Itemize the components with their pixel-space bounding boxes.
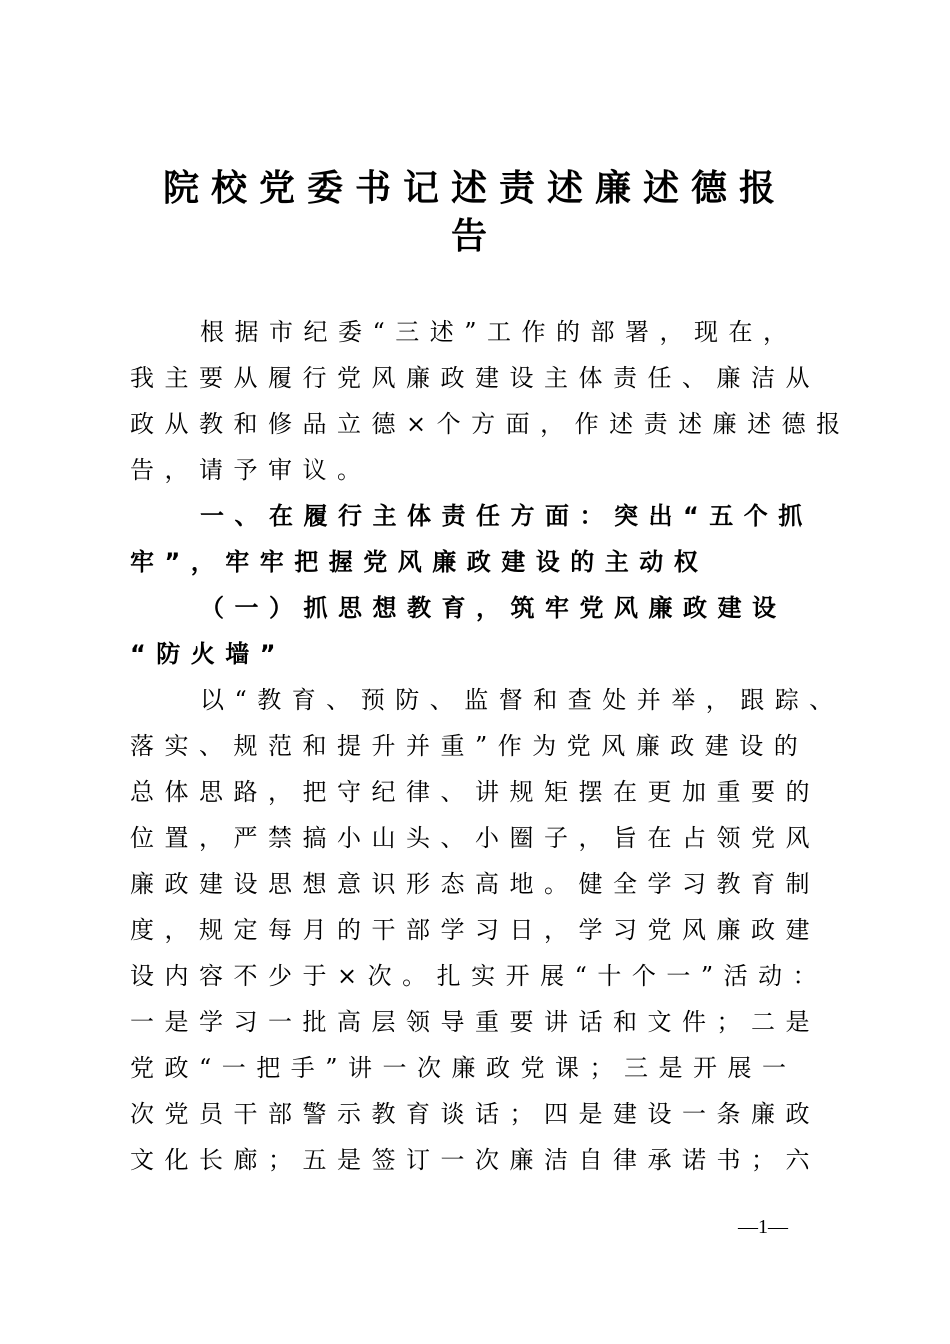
section-heading-line: 一、在履行主体责任方面：突出“五个抓 <box>200 502 813 530</box>
body-line: 文化长廊；五是签订一次廉洁自律承诺书；六 <box>130 1146 820 1174</box>
body-line: 廉政建设思想意识形态高地。健全学习教育制 <box>130 870 820 898</box>
body-line: 一是学习一批高层领导重要讲话和文件；二是 <box>130 1008 820 1036</box>
section-heading-line: 牢”，牢牢把握党风廉政建设的主动权 <box>130 548 709 576</box>
document-title-line-1: 院校党委书记述责述廉述德报 <box>162 167 787 209</box>
subsection-heading-line: （一）抓思想教育，筑牢党风廉政建设 <box>200 594 787 622</box>
subsection-heading-line: “防火墙” <box>130 640 287 668</box>
page-number: —1— <box>738 1216 788 1238</box>
body-line: 党政“一把手”讲一次廉政党课；三是开展一 <box>130 1054 797 1082</box>
body-line: 告，请予审议。 <box>130 456 372 484</box>
body-line: 政从教和修品立德×个方面，作述责述廉述德报 <box>130 410 851 438</box>
body-line: 根据市纪委“三述”工作的部署，现在， <box>200 318 798 346</box>
body-line: 度，规定每月的干部学习日，学习党风廉政建 <box>130 916 820 944</box>
body-line: 次党员干部警示教育谈话；四是建设一条廉政 <box>130 1100 820 1128</box>
document-title-line-2: 告 <box>450 215 499 257</box>
body-line: 我主要从履行党风廉政建设主体责任、廉洁从 <box>130 364 820 392</box>
body-line: 落实、规范和提升并重”作为党风廉政建设的 <box>130 732 809 760</box>
body-line: 总体思路，把守纪律、讲规矩摆在更加重要的 <box>130 778 820 806</box>
body-line: 位置，严禁搞小山头、小圈子，旨在占领党风 <box>130 824 820 852</box>
body-line: 设内容不少于×次。扎实开展“十个一”活动： <box>130 962 828 990</box>
body-line: 以“教育、预防、监督和查处并举，跟踪、 <box>200 686 844 714</box>
